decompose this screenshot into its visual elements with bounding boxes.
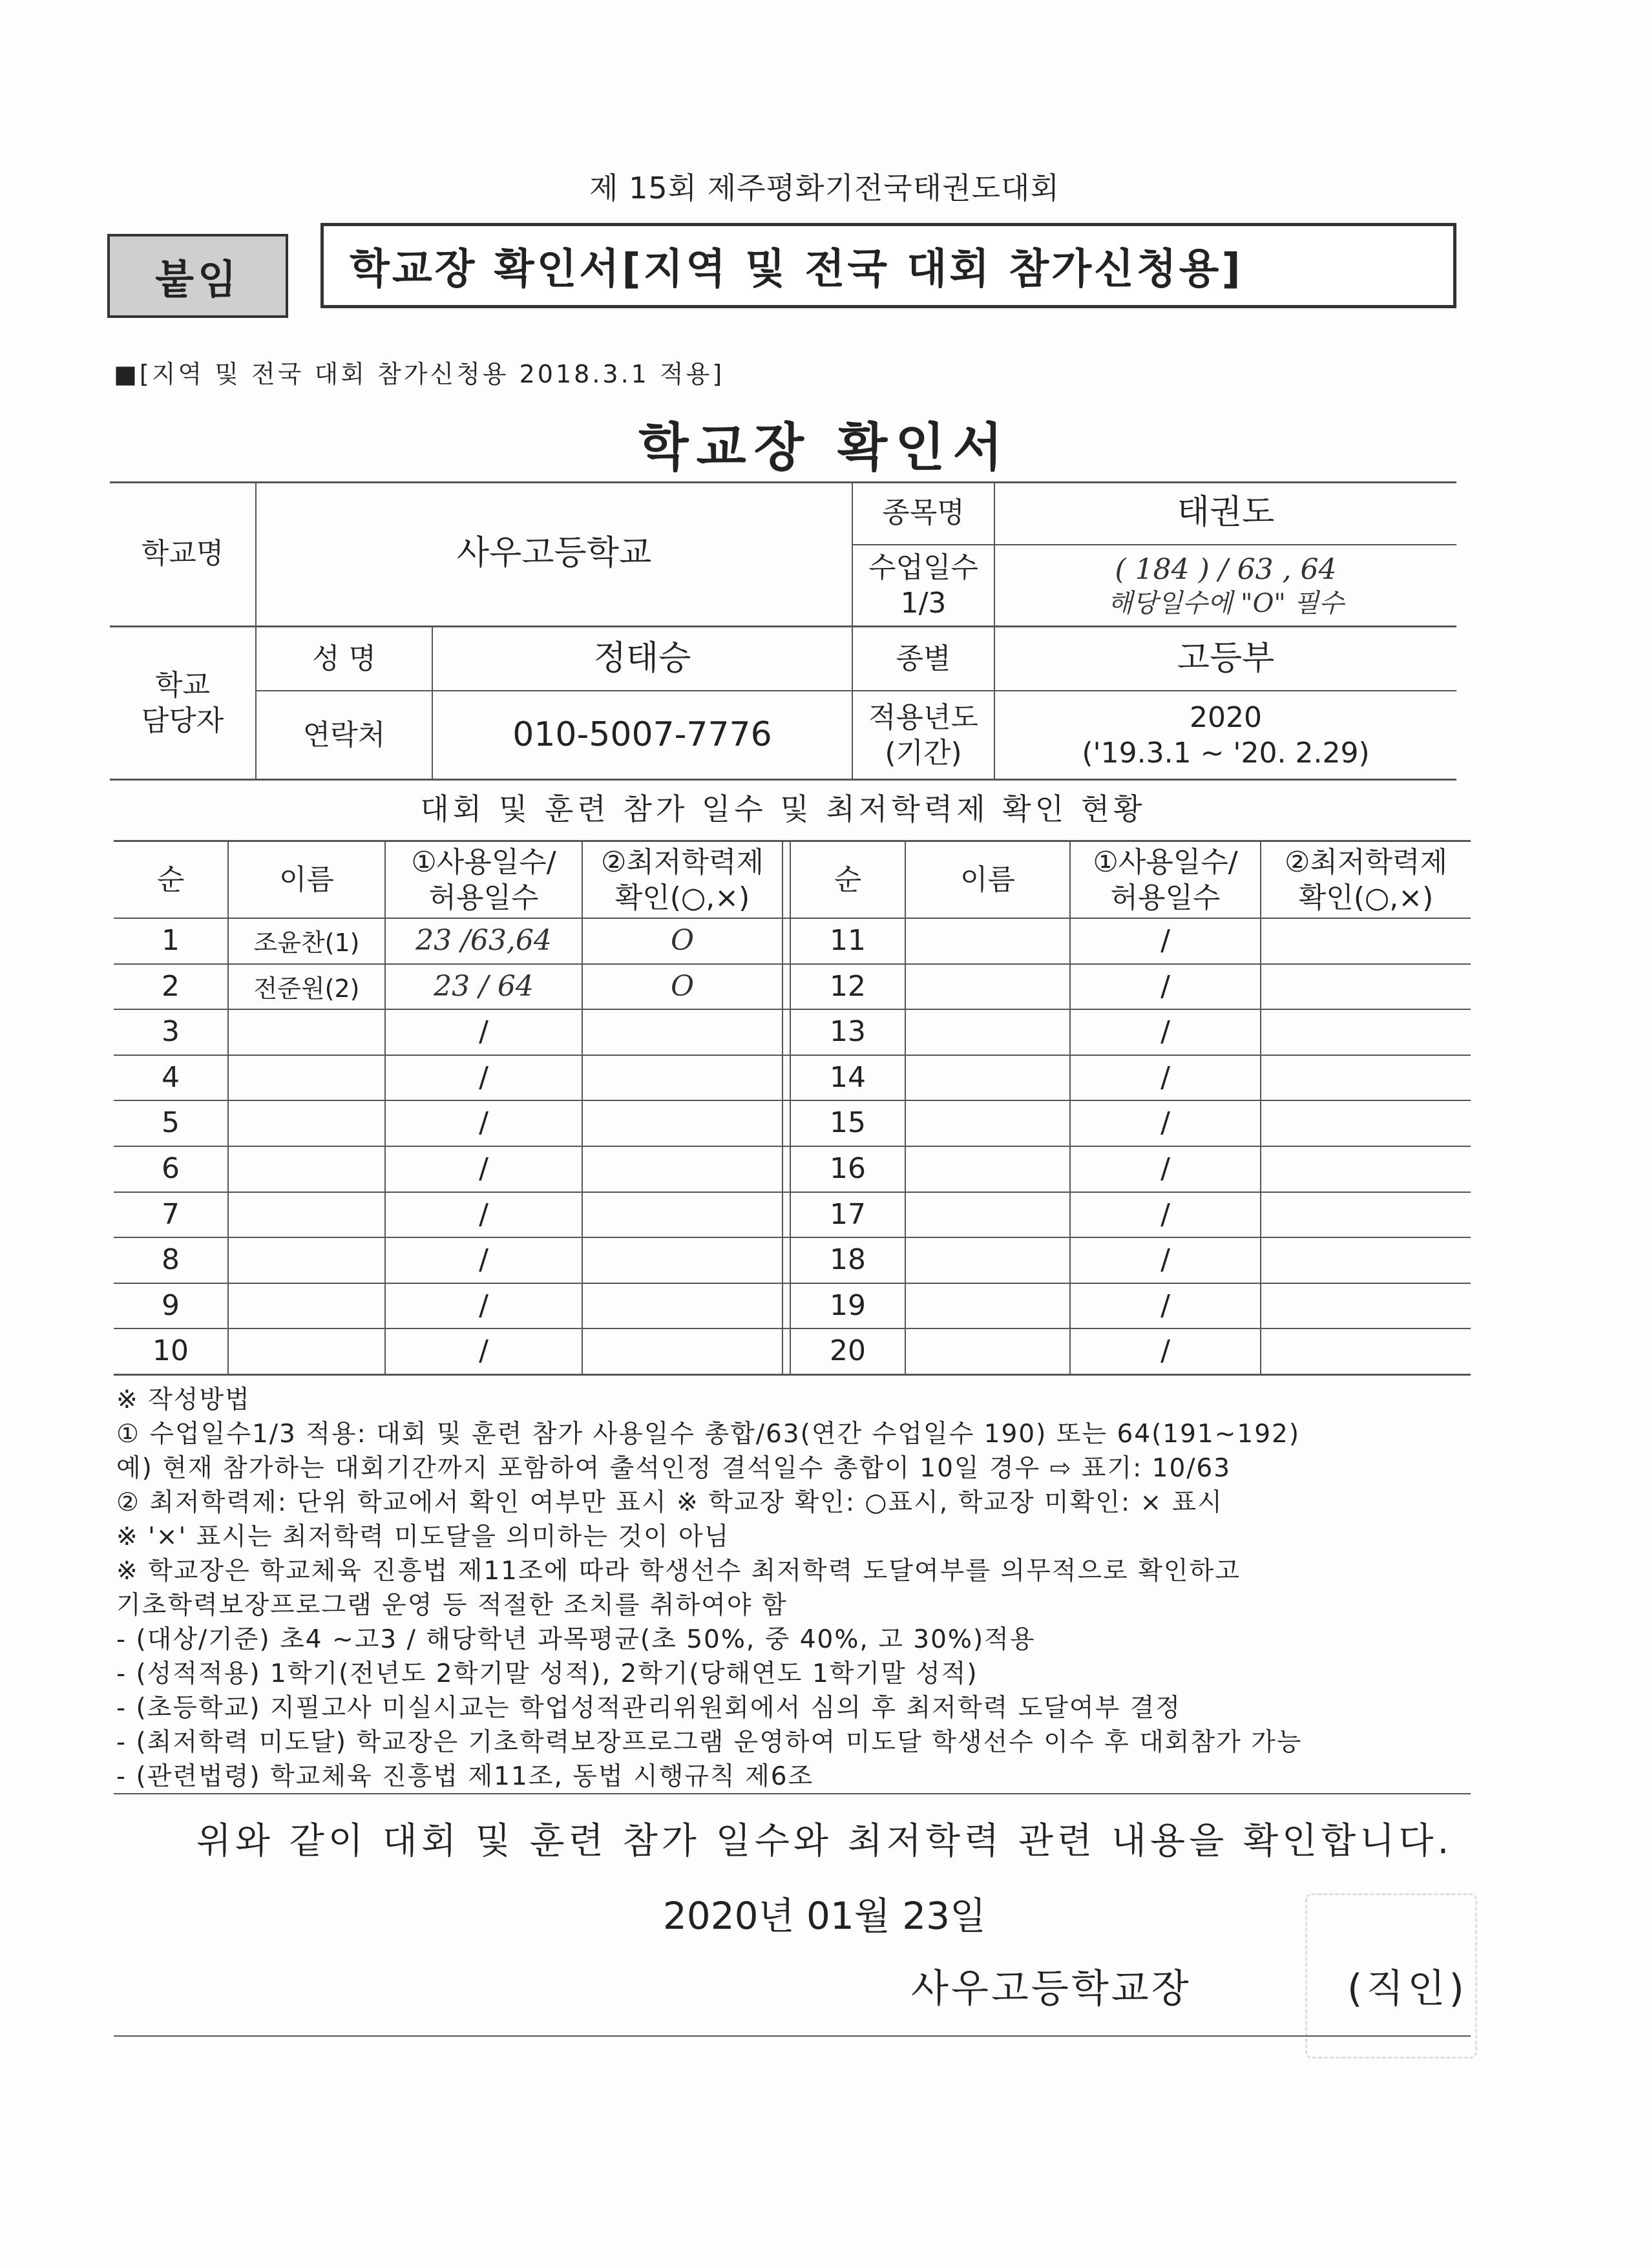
- row-seq: 1: [162, 924, 180, 957]
- row-seq: 13: [830, 1015, 866, 1048]
- row-seq: 19: [830, 1289, 866, 1322]
- year-label-line2: (기간): [885, 736, 962, 770]
- row-days: /: [1161, 1198, 1170, 1231]
- category-label: 종별: [896, 642, 951, 675]
- header-seq-right: 순: [834, 863, 862, 896]
- row-name: [229, 1192, 384, 1237]
- row-seq: 7: [162, 1198, 180, 1231]
- row-days: /: [479, 1152, 488, 1185]
- row-seq: 16: [830, 1152, 866, 1185]
- row-name: [229, 1146, 384, 1192]
- manager-label-line1: 학교: [154, 668, 210, 702]
- note-line: 예) 현재 참가하는 대회기간까지 포함하여 출석인정 결석일수 총합이 10일 경우 ⇨ 표기: 10/63: [116, 1454, 1232, 1483]
- header-name-right: 이름: [960, 863, 1015, 896]
- school-days-value: [995, 545, 1456, 625]
- row-seq: 20: [830, 1334, 866, 1367]
- contact-value: 010-5007-7776: [512, 715, 772, 754]
- row-days: /: [479, 1061, 488, 1094]
- row-seq: 18: [830, 1243, 866, 1276]
- manager-label-line2: 담당자: [141, 704, 224, 737]
- row-check: [583, 1146, 782, 1192]
- row-seq: 2: [162, 970, 180, 1003]
- principal-name: 사우고등학교장: [911, 1966, 1192, 2011]
- row-name: [229, 1055, 384, 1100]
- row-name: [229, 1237, 384, 1283]
- row-days: 23 /63,64: [415, 924, 552, 957]
- row-check: [583, 1055, 782, 1100]
- header-days-left-line1: ①사용일수/: [411, 845, 556, 879]
- row-days: /: [479, 1334, 488, 1367]
- header-check-left: [583, 842, 782, 918]
- sport-label: 종목명: [882, 496, 965, 529]
- row-days: /: [1161, 1334, 1170, 1367]
- row-days: /: [1161, 1289, 1170, 1322]
- header-check-left-line2: 확인(○,×): [614, 881, 750, 914]
- note-line: ① 수업일수1/3 적용: 대회 및 훈련 참가 사용일수 총합/63(연간 수업일수 190) 또는 64(191~192): [116, 1420, 1301, 1449]
- note-line: ※ 작성방법: [116, 1385, 251, 1414]
- header-days-left-line2: 허용일수: [428, 881, 539, 914]
- seal-label: (직인): [1347, 1966, 1468, 2011]
- header-check-right: [1261, 842, 1471, 918]
- school-days-note: 해당일수에 "O" 필수: [1108, 588, 1344, 618]
- attachment-badge: 붙임: [107, 234, 288, 318]
- row-check: [583, 1283, 782, 1328]
- row-seq: 12: [830, 970, 866, 1003]
- row-seq: 11: [830, 924, 866, 957]
- row-days: /: [479, 1198, 488, 1231]
- note-line: - (성적적용) 1학기(전년도 2학기말 성적), 2학기(당해연도 1학기말 성적): [116, 1659, 978, 1688]
- row-days: 23 / 64: [434, 970, 534, 1003]
- school-value: 사우고등학교: [456, 534, 652, 572]
- year-value-line2: ('19.3.1 ~ '20. 2.29): [1082, 736, 1370, 770]
- row-name: [229, 1283, 384, 1328]
- sport-value: 태권도: [1177, 493, 1275, 532]
- row-check: [583, 1009, 782, 1055]
- status-title: 대회 및 훈련 참가 일수 및 최저학력제 확인 현황: [420, 792, 1146, 826]
- row-seq: 14: [830, 1061, 866, 1094]
- school-days-label-line2: 1/3: [900, 587, 947, 620]
- header-name-left: 이름: [278, 863, 334, 896]
- note-line: - (초등학교) 지필고사 미실시교는 학업성적관리위원회에서 심의 후 최저학력 도달여부 결정: [116, 1694, 1182, 1723]
- row-seq: 17: [830, 1198, 866, 1231]
- row-name: [229, 1009, 384, 1055]
- contact-label: 연락처: [302, 719, 386, 751]
- note-line: ② 최저학력제: 단위 학교에서 확인 여부만 표시 ※ 학교장 확인: ○표시, 학교장 미확인: × 표시: [116, 1488, 1223, 1517]
- note-line: ※ 학교장은 학교체육 진흥법 제11조에 따라 학생선수 최저학력 도달여부를 의무적으로 확인하고: [116, 1557, 1241, 1586]
- document-heading: 학교장 확인서[지역 및 전국 대회 참가신청용]: [320, 223, 1456, 308]
- row-name: 전준원(2): [253, 974, 360, 1003]
- event-title: 제 15회 제주평화기전국태권도대회: [589, 171, 1060, 205]
- year-label-line1: 적용년도: [868, 700, 978, 734]
- issue-date: 2020년 01월 23일: [662, 1894, 987, 1938]
- note-line: - (관련법령) 학교체육 진흥법 제11조, 동법 시행규칙 제6조: [116, 1762, 814, 1791]
- year-value: [995, 691, 1456, 779]
- row-days: /: [1161, 1015, 1170, 1048]
- row-seq: 3: [162, 1015, 180, 1048]
- note-line: - (최저학력 미도달) 학교장은 기초학력보장프로그램 운영하여 미도달 학생선수 이수 후 대회참가 가능: [116, 1728, 1303, 1757]
- note-line: 기초학력보장프로그램 운영 등 적절한 조치를 취하여야 함: [116, 1591, 788, 1620]
- header-days-right: [1071, 842, 1260, 918]
- header-check-right-line2: 확인(○,×): [1298, 881, 1434, 914]
- row-days: /: [1161, 1243, 1170, 1276]
- row-seq: 15: [830, 1106, 866, 1139]
- row-name: 조윤찬(1): [253, 929, 360, 957]
- row-days: /: [1161, 924, 1170, 957]
- row-seq: 4: [162, 1061, 180, 1094]
- row-days: /: [479, 1015, 488, 1048]
- year-label: [853, 691, 994, 779]
- header-check-right-line1: ②최저학력제: [1285, 845, 1447, 879]
- category-value: 고등부: [1177, 638, 1275, 678]
- header-seq-left: 순: [156, 863, 185, 896]
- row-check: [583, 1100, 782, 1146]
- row-days: /: [479, 1106, 488, 1139]
- row-days: /: [479, 1289, 488, 1322]
- header-check-left-line1: ②최저학력제: [601, 845, 764, 879]
- row-check: [583, 1192, 782, 1237]
- row-name: [229, 1328, 384, 1374]
- row-check: [583, 1237, 782, 1283]
- row-days: /: [1161, 1152, 1170, 1185]
- row-check: O: [670, 970, 695, 1003]
- header-days-right-line2: 허용일수: [1110, 881, 1221, 914]
- row-days: /: [1161, 970, 1170, 1003]
- row-check: [583, 1328, 782, 1374]
- header-days-right-line1: ①사용일수/: [1093, 845, 1238, 879]
- row-seq: 8: [162, 1243, 180, 1276]
- name-label: 성 명: [312, 642, 376, 675]
- row-days: /: [1161, 1061, 1170, 1094]
- row-seq: 9: [162, 1289, 180, 1322]
- school-label: 학교명: [141, 537, 224, 570]
- name-value: 정태승: [593, 638, 691, 678]
- school-days-label: [853, 545, 994, 625]
- school-days-label-line1: 수업일수: [868, 551, 978, 584]
- row-seq: 5: [162, 1106, 180, 1139]
- row-check: O: [670, 924, 695, 957]
- row-days: /: [479, 1243, 488, 1276]
- note-line: - (대상/기준) 초4 ~고3 / 해당학년 과목평균(초 50%, 중 40%, 고 30%)적용: [116, 1625, 1036, 1654]
- row-days: /: [1161, 1106, 1170, 1139]
- confirmation-statement: 위와 같이 대회 및 훈련 참가 일수와 최저학력 관련 내용을 확인합니다.: [196, 1820, 1453, 1862]
- applied-note: ■[지역 및 전국 대회 참가신청용 2018.3.1 적용]: [114, 360, 725, 388]
- document-title: 학교장 확인서: [638, 417, 1011, 478]
- school-days-handwritten: ( 184 ) / 63 , 64: [1115, 552, 1337, 586]
- row-name: [229, 1100, 384, 1146]
- row-seq: 6: [162, 1152, 180, 1185]
- note-line: ※ '×' 표시는 최저학력 미도달을 의미하는 것이 아님: [116, 1522, 730, 1551]
- manager-label: [110, 627, 255, 779]
- year-value-line1: 2020: [1190, 700, 1262, 734]
- row-seq: 10: [152, 1334, 189, 1367]
- instructions: [116, 1383, 1506, 1794]
- header-days-left: [386, 842, 582, 918]
